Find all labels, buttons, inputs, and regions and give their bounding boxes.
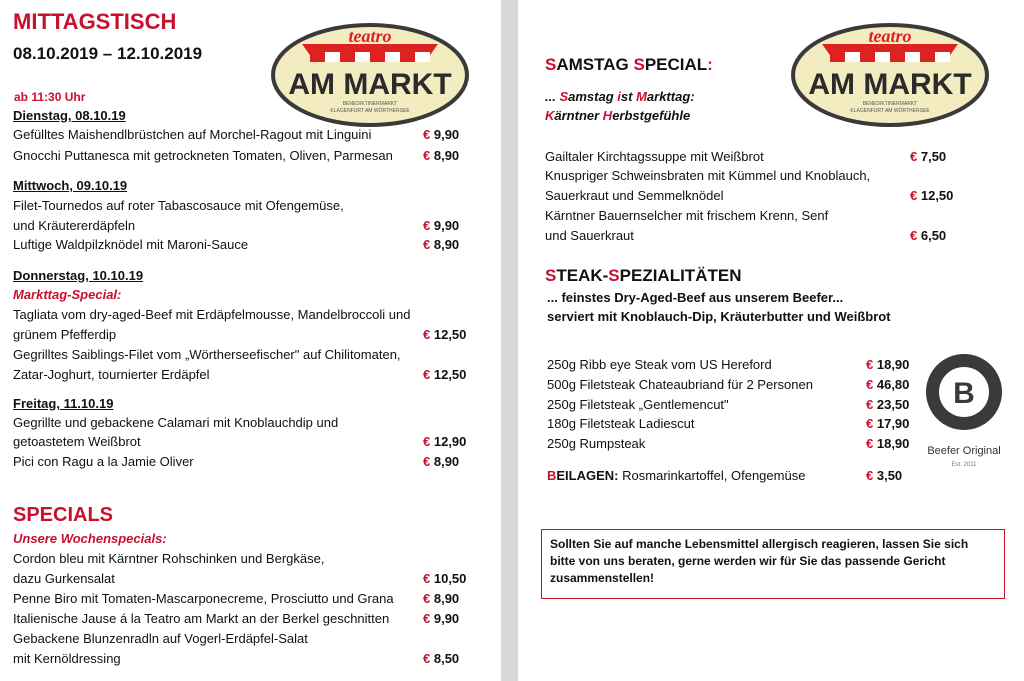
specials-title: SPECIALS xyxy=(13,504,114,526)
steak-price: € 18,90 xyxy=(866,436,910,451)
day-heading: Mittwoch, 09.10.19 xyxy=(13,178,128,193)
menu-title: MITTAGSTISCH xyxy=(13,9,177,34)
markttag-special-label: Markttag-Special: xyxy=(13,287,122,302)
svg-text:B: B xyxy=(953,377,975,410)
dish-price: € 12,50 xyxy=(910,188,954,203)
dish-name: Italienische Jause á la Teatro am Markt an der Berkel geschnitten xyxy=(13,611,390,626)
dish-name-cont: Zatar-Joghurt, tournierter Erdäpfel xyxy=(13,367,210,382)
dish-name: Gnocchi Puttanesca mit getrockneten Tomaten, Oliven, Parmesan xyxy=(13,148,393,163)
sides-line: BEILAGEN: Rosmarinkartoffel, Ofengemüse xyxy=(547,468,806,483)
beefer-logo xyxy=(917,352,1015,470)
dish-price: € 12,50 xyxy=(423,327,467,342)
svg-text:teatro: teatro xyxy=(348,26,392,46)
dish-name: Pici con Ragu a la Jamie Oliver xyxy=(13,454,194,469)
allergy-notice: Sollten Sie auf manche Lebensmittel allergisch reagieren, lassen Sie sich bitte von uns beraten, gerne werden wir für Sie das passende Gericht zusammenstellen! xyxy=(541,529,1005,599)
dish-price: € 10,50 xyxy=(423,571,467,586)
menu-date-range: 08.10.2019 – 12.10.2019 xyxy=(13,44,203,63)
samstag-special-title: SAMSTAG SPECIAL: xyxy=(545,55,713,74)
steak-price: € 23,50 xyxy=(866,397,910,412)
day-heading: Dienstag, 08.10.19 xyxy=(13,108,126,123)
samstag-line-2: Kärntner Herbstgefühle xyxy=(545,108,691,123)
steak-price: € 18,90 xyxy=(866,357,910,372)
dish-name: Gegrilltes Saiblings-Filet vom „Wörtherseefischer" auf Chilitomaten, xyxy=(13,347,401,362)
steak-price: € 46,80 xyxy=(866,377,910,392)
dish-price: € 6,50 xyxy=(910,228,947,243)
dish-name: Gegrillte und gebackene Calamari mit Knoblauchdip und xyxy=(13,415,339,430)
svg-text:Beefer Original: Beefer Original xyxy=(927,445,1001,457)
steak-item: 250g Rumpsteak xyxy=(547,436,646,451)
dish-name: Gailtaler Kirchtagssuppe mit Weißbrot xyxy=(545,149,764,164)
dish-price: € 7,50 xyxy=(910,149,947,164)
dish-name-cont: mit Kernöldressing xyxy=(13,651,121,666)
dish-name: Luftige Waldpilzknödel mit Maroni-Sauce xyxy=(13,237,249,252)
steak-item: 500g Filetsteak Chateaubriand für 2 Personen xyxy=(547,377,813,392)
svg-text:KLAGENFURT AM WÖRTHERSEE: KLAGENFURT AM WÖRTHERSEE xyxy=(330,108,410,114)
steak-item: 250g Filetsteak „Gentlemencut" xyxy=(547,397,729,412)
dish-name-cont: getoastetem Weißbrot xyxy=(13,434,141,449)
steak-item: 250g Ribb eye Steak vom US Hereford xyxy=(547,357,772,372)
dish-name: Penne Biro mit Tomaten-Mascarponecreme, Prosciutto und Grana xyxy=(13,591,394,606)
dish-name: Tagliata vom dry-aged-Beef mit Erdäpfelmousse, Mandelbroccoli und xyxy=(13,307,411,322)
dish-price: € 8,90 xyxy=(423,237,460,252)
svg-text:teatro: teatro xyxy=(868,26,912,46)
svg-text:AM MARKT: AM MARKT xyxy=(288,68,452,101)
dish-name-cont: und Sauerkraut xyxy=(545,228,634,243)
dish-name-cont: und Kräutererdäpfeln xyxy=(13,218,136,233)
dish-price: € 12,50 xyxy=(423,367,467,382)
dish-name-cont: dazu Gurkensalat xyxy=(13,571,115,586)
dish-price: € 9,90 xyxy=(423,611,460,626)
svg-text:AM MARKT: AM MARKT xyxy=(808,68,972,101)
steak-intro-1: ... feinstes Dry-Aged-Beef aus unserem Beefer... xyxy=(547,290,844,305)
dish-name: Gebackene Blunzenradln auf Vogerl-Erdäpfel-Salat xyxy=(13,631,308,646)
dish-name-cont: grünem Pfefferdip xyxy=(13,327,117,342)
samstag-line-1: ... Samstag ist Markttag: xyxy=(545,89,695,104)
dish-price: € 8,90 xyxy=(423,591,460,606)
dish-price: € 9,90 xyxy=(423,127,460,142)
sides-price: € 3,50 xyxy=(866,468,903,483)
svg-text:KLAGENFURT AM WÖRTHERSEE: KLAGENFURT AM WÖRTHERSEE xyxy=(850,108,930,114)
teatro-am-markt-logo xyxy=(790,18,990,128)
steak-title: STEAK-SPEZIALITÄTEN xyxy=(545,266,742,285)
day-heading: Freitag, 11.10.19 xyxy=(13,396,114,411)
dish-name: Cordon bleu mit Kärntner Rohschinken und Bergkäse, xyxy=(13,551,325,566)
svg-text:BENEDIKTINERMARKT: BENEDIKTINERMARKT xyxy=(342,101,398,107)
dish-price: € 12,90 xyxy=(423,434,467,449)
teatro-am-markt-logo xyxy=(270,18,470,128)
dish-name: Knuspriger Schweinsbraten mit Kümmel und Knoblauch, xyxy=(545,168,871,183)
steak-intro-2: serviert mit Knoblauch-Dip, Kräuterbutter und Weißbrot xyxy=(547,309,891,324)
steak-item: 180g Filetsteak Ladiescut xyxy=(547,416,695,431)
day-heading: Donnerstag, 10.10.19 xyxy=(13,268,144,283)
dish-price: € 8,90 xyxy=(423,148,460,163)
specials-subtitle: Unsere Wochenspecials: xyxy=(13,531,167,546)
dish-price: € 8,90 xyxy=(423,454,460,469)
opening-time: ab 11:30 Uhr xyxy=(14,90,86,104)
dish-name: Kärntner Bauernselcher mit frischem Krenn, Senf xyxy=(545,208,829,223)
steak-price: € 17,90 xyxy=(866,416,910,431)
dish-name-cont: Sauerkraut und Semmelknödel xyxy=(545,188,724,203)
dish-price: € 9,90 xyxy=(423,218,460,233)
dish-price: € 8,50 xyxy=(423,651,460,666)
dish-name: Filet-Tournedos auf roter Tabascosauce mit Ofengemüse, xyxy=(13,198,344,213)
svg-text:BENEDIKTINERMARKT: BENEDIKTINERMARKT xyxy=(862,101,918,107)
dish-name: Gefülltes Maishendlbrüstchen auf Morchel-Ragout mit Linguini xyxy=(13,127,372,142)
svg-text:Est. 2011: Est. 2011 xyxy=(951,462,977,468)
